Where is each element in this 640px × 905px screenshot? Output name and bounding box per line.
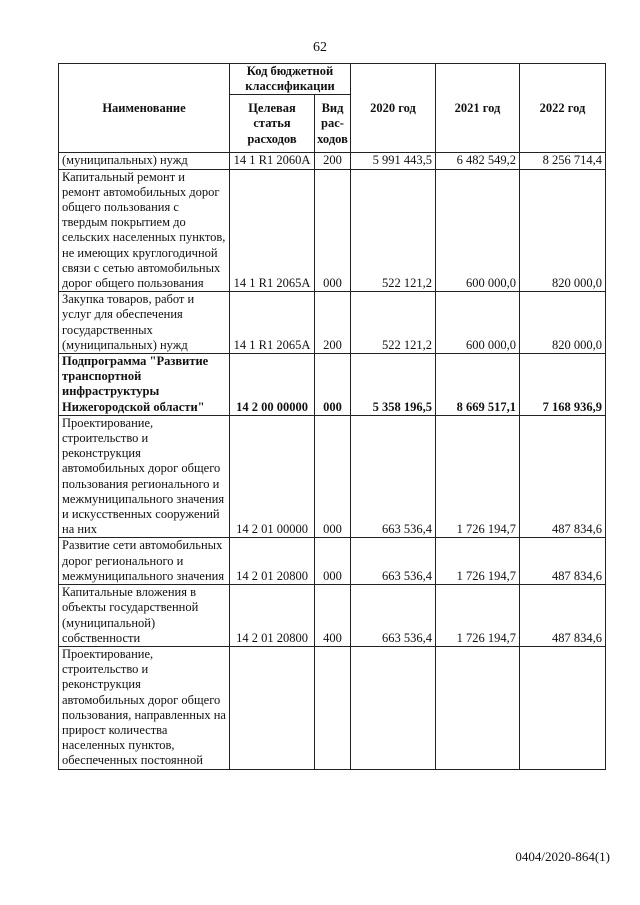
row-code: [230, 646, 315, 769]
row-name: Проектирование, строительство и реконструкция автомобильных дорог общего пользования регионального и межмуниципального значения и искусственных сооружений на них: [59, 415, 230, 538]
row-2021: 1 726 194,7: [436, 585, 520, 647]
row-2020: [351, 646, 436, 769]
row-kind: 200: [315, 292, 351, 354]
header-code-group: Код бюджетной классификации: [230, 64, 351, 95]
row-kind: 200: [315, 153, 351, 169]
table-row: [59, 169, 606, 292]
table-row: [59, 153, 606, 169]
header-year-2022: 2022 год: [520, 64, 606, 153]
table-row-subprogram: [59, 354, 606, 416]
row-2022: 820 000,0: [520, 292, 606, 354]
header-year-2021: 2021 год: [436, 64, 520, 153]
table-row: [59, 292, 606, 354]
row-code: 14 2 01 00000: [230, 415, 315, 538]
table-row: [59, 538, 606, 585]
table-row: [59, 415, 606, 538]
header-target-article: Целевая статья расходов: [230, 95, 315, 153]
row-kind: 000: [315, 538, 351, 585]
row-code: 14 1 R1 2065A: [230, 292, 315, 354]
row-2021: 6 482 549,2: [436, 153, 520, 169]
row-2020: 663 536,4: [351, 538, 436, 585]
row-2020: 663 536,4: [351, 585, 436, 647]
row-2022: [520, 646, 606, 769]
row-2021: 600 000,0: [436, 169, 520, 292]
row-2022: 8 256 714,4: [520, 153, 606, 169]
row-2022: 487 834,6: [520, 538, 606, 585]
row-name: (муниципальных) нужд: [59, 153, 230, 169]
row-2021: 1 726 194,7: [436, 538, 520, 585]
row-code: 14 2 01 20800: [230, 538, 315, 585]
page-number: 62: [313, 40, 327, 55]
row-2020: 522 121,2: [351, 292, 436, 354]
row-kind: 400: [315, 585, 351, 647]
row-kind: 000: [315, 415, 351, 538]
budget-table: [58, 63, 606, 770]
row-2022: 487 834,6: [520, 415, 606, 538]
row-name: Подпрограмма "Развитие транспортной инфраструктуры Нижегородской области": [59, 354, 230, 416]
table-row: [59, 585, 606, 647]
row-2022: 820 000,0: [520, 169, 606, 292]
header-name: Наименование: [59, 64, 230, 153]
row-code: 14 2 01 20800: [230, 585, 315, 647]
row-code: 14 1 R1 2065A: [230, 169, 315, 292]
row-kind: [315, 646, 351, 769]
row-2022: 487 834,6: [520, 585, 606, 647]
header-year-2020: 2020 год: [351, 64, 436, 153]
row-name: Капитальный ремонт и ремонт автомобильных дорог общего пользования с твердым покрытием до сельских населенных пунктов, не имеющих круглогодичной связи с сетью автомобильных дорог общего пользования: [59, 169, 230, 292]
row-2021: 8 669 517,1: [436, 354, 520, 416]
row-2021: [436, 646, 520, 769]
row-2021: 600 000,0: [436, 292, 520, 354]
row-code: 14 1 R1 2060A: [230, 153, 315, 169]
row-name: Закупка товаров, работ и услуг для обеспечения государственных (муниципальных) нужд: [59, 292, 230, 354]
row-2020: 5 991 443,5: [351, 153, 436, 169]
document-code: 0404/2020-864(1): [515, 849, 610, 864]
row-2022: 7 168 936,9: [520, 354, 606, 416]
row-name: Капитальные вложения в объекты государственной (муниципальной) собственности: [59, 585, 230, 647]
row-2020: 522 121,2: [351, 169, 436, 292]
row-name: Проектирование, строительство и реконструкция автомобильных дорог общего пользования, направленных на прирост количества населенных пунктов, обеспеченных постоянной: [59, 646, 230, 769]
row-2021: 1 726 194,7: [436, 415, 520, 538]
table-row: [59, 646, 606, 769]
row-kind: 000: [315, 169, 351, 292]
row-2020: 663 536,4: [351, 415, 436, 538]
row-name: Развитие сети автомобильных дорог регионального и межмуниципального значения: [59, 538, 230, 585]
row-code: 14 2 00 00000: [230, 354, 315, 416]
header-expense-type: Вид рас-ходов: [315, 95, 351, 153]
row-kind: 000: [315, 354, 351, 416]
row-2020: 5 358 196,5: [351, 354, 436, 416]
